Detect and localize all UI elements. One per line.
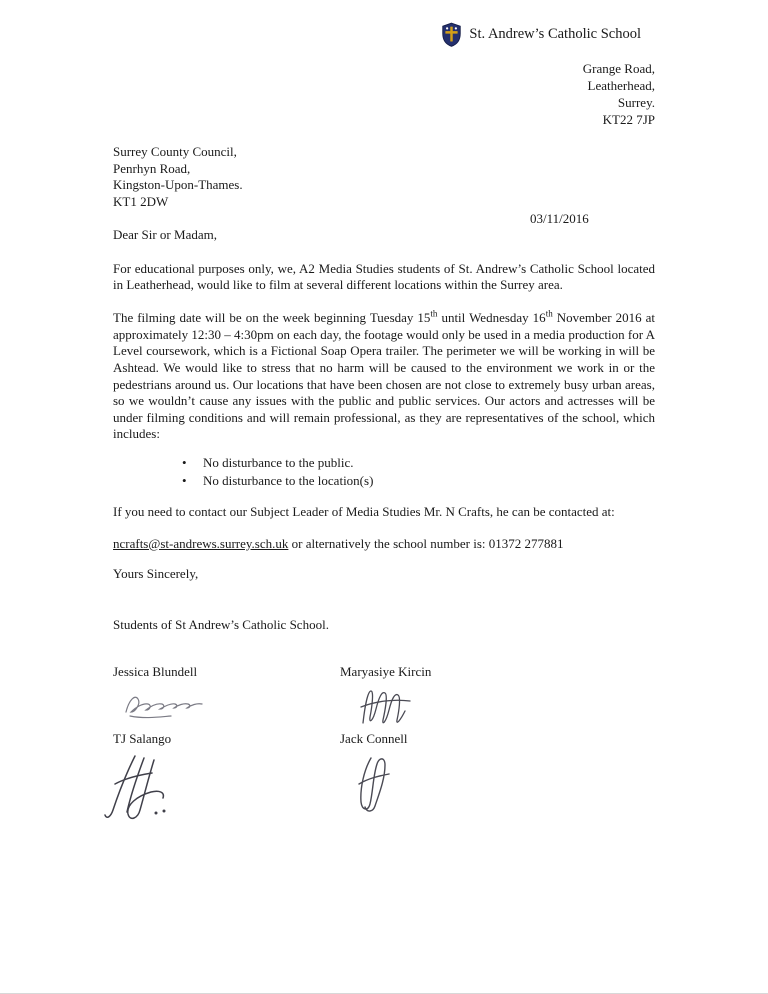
recipient-address-line: Surrey County Council, bbox=[113, 144, 237, 159]
paragraph-details-text: The filming date will be on the week beginning Tuesday 15 bbox=[113, 310, 431, 325]
list-item bbox=[182, 454, 655, 472]
ordinal-superscript: th bbox=[430, 308, 438, 319]
school-name: St. Andrew’s Catholic School bbox=[469, 26, 641, 43]
conditions-list bbox=[113, 454, 655, 489]
signature-jessica-blundell bbox=[113, 681, 340, 731]
bullet-icon: • bbox=[182, 472, 187, 488]
school-address-line: Grange Road, bbox=[582, 61, 655, 76]
contact-line bbox=[113, 536, 655, 553]
salutation: Dear Sir or Madam, bbox=[113, 227, 217, 243]
ordinal-superscript: th bbox=[545, 308, 553, 319]
signatory-name: Jessica Blundell bbox=[113, 663, 198, 679]
signatory-name: Maryasiye Kircin bbox=[340, 663, 432, 679]
signatory-name: Jack Connell bbox=[340, 730, 408, 746]
school-address bbox=[113, 60, 655, 128]
signatory-name: TJ Salango bbox=[113, 730, 172, 746]
school-address-line: Surrey. bbox=[617, 95, 655, 110]
list-item-text: No disturbance to the public. bbox=[203, 455, 354, 470]
recipient-address-line: KT1 2DW bbox=[113, 193, 169, 209]
signature-tj-salango bbox=[113, 748, 340, 832]
list-item bbox=[182, 472, 655, 490]
bullet-icon: • bbox=[182, 455, 187, 470]
paragraph-contact: If you need to contact our Subject Leader of Media Studies Mr. N Crafts, he can be contacted at: bbox=[113, 504, 615, 519]
school-address-line: KT22 7JP bbox=[602, 112, 655, 127]
letterhead bbox=[113, 22, 655, 47]
paragraph-details bbox=[113, 310, 655, 443]
list-item-text: No disturbance to the location(s) bbox=[203, 472, 374, 488]
recipient-address-line: Penrhyn Road, bbox=[113, 160, 191, 176]
paragraph-details-text: until Wednesday 16 bbox=[437, 310, 546, 325]
signature-block bbox=[113, 664, 655, 832]
school-address-line: Leatherhead, bbox=[587, 78, 655, 93]
paragraph-intro: For educational purposes only, we, A2 Media Studies students of St. Andrew’s Catholic School located in Leatherhead, would like to film at several different locations within the Surrey area. bbox=[113, 260, 655, 293]
recipient-address bbox=[113, 144, 655, 211]
signoff: Students of St Andrew’s Catholic School. bbox=[113, 616, 329, 632]
recipient-address-line: Kingston-Upon-Thames. bbox=[113, 177, 243, 193]
school-crest-icon bbox=[441, 22, 462, 47]
signature-maryasiye-kircin bbox=[340, 681, 655, 731]
signature-jack-connell bbox=[340, 748, 655, 832]
letter-date: 03/11/2016 bbox=[530, 210, 589, 226]
email-link[interactable]: ncrafts@st-andrews.surrey.sch.uk bbox=[113, 535, 289, 551]
contact-suffix: or alternatively the school number is: 01372 277881 bbox=[288, 535, 564, 551]
paragraph-details-text: November 2016 at approximately 12:30 – 4:30pm on each day, the footage would only be used in a media production for A Level coursework, which is a Fictional Soap Opera trailer. The perimeter we will be working in will be Ashtead. We would like to stress that no harm will be caused to the environment we work in or the pedestrians around us. Our locations that have been chosen are not close to extremely busy urban areas, so we wouldn’t cause any issues with the public and public services. Our actors and actresses will be under filming conditions and will remain professional, as they are representatives of the school, which includes: bbox=[113, 310, 655, 442]
valediction: Yours Sincerely, bbox=[113, 566, 199, 582]
